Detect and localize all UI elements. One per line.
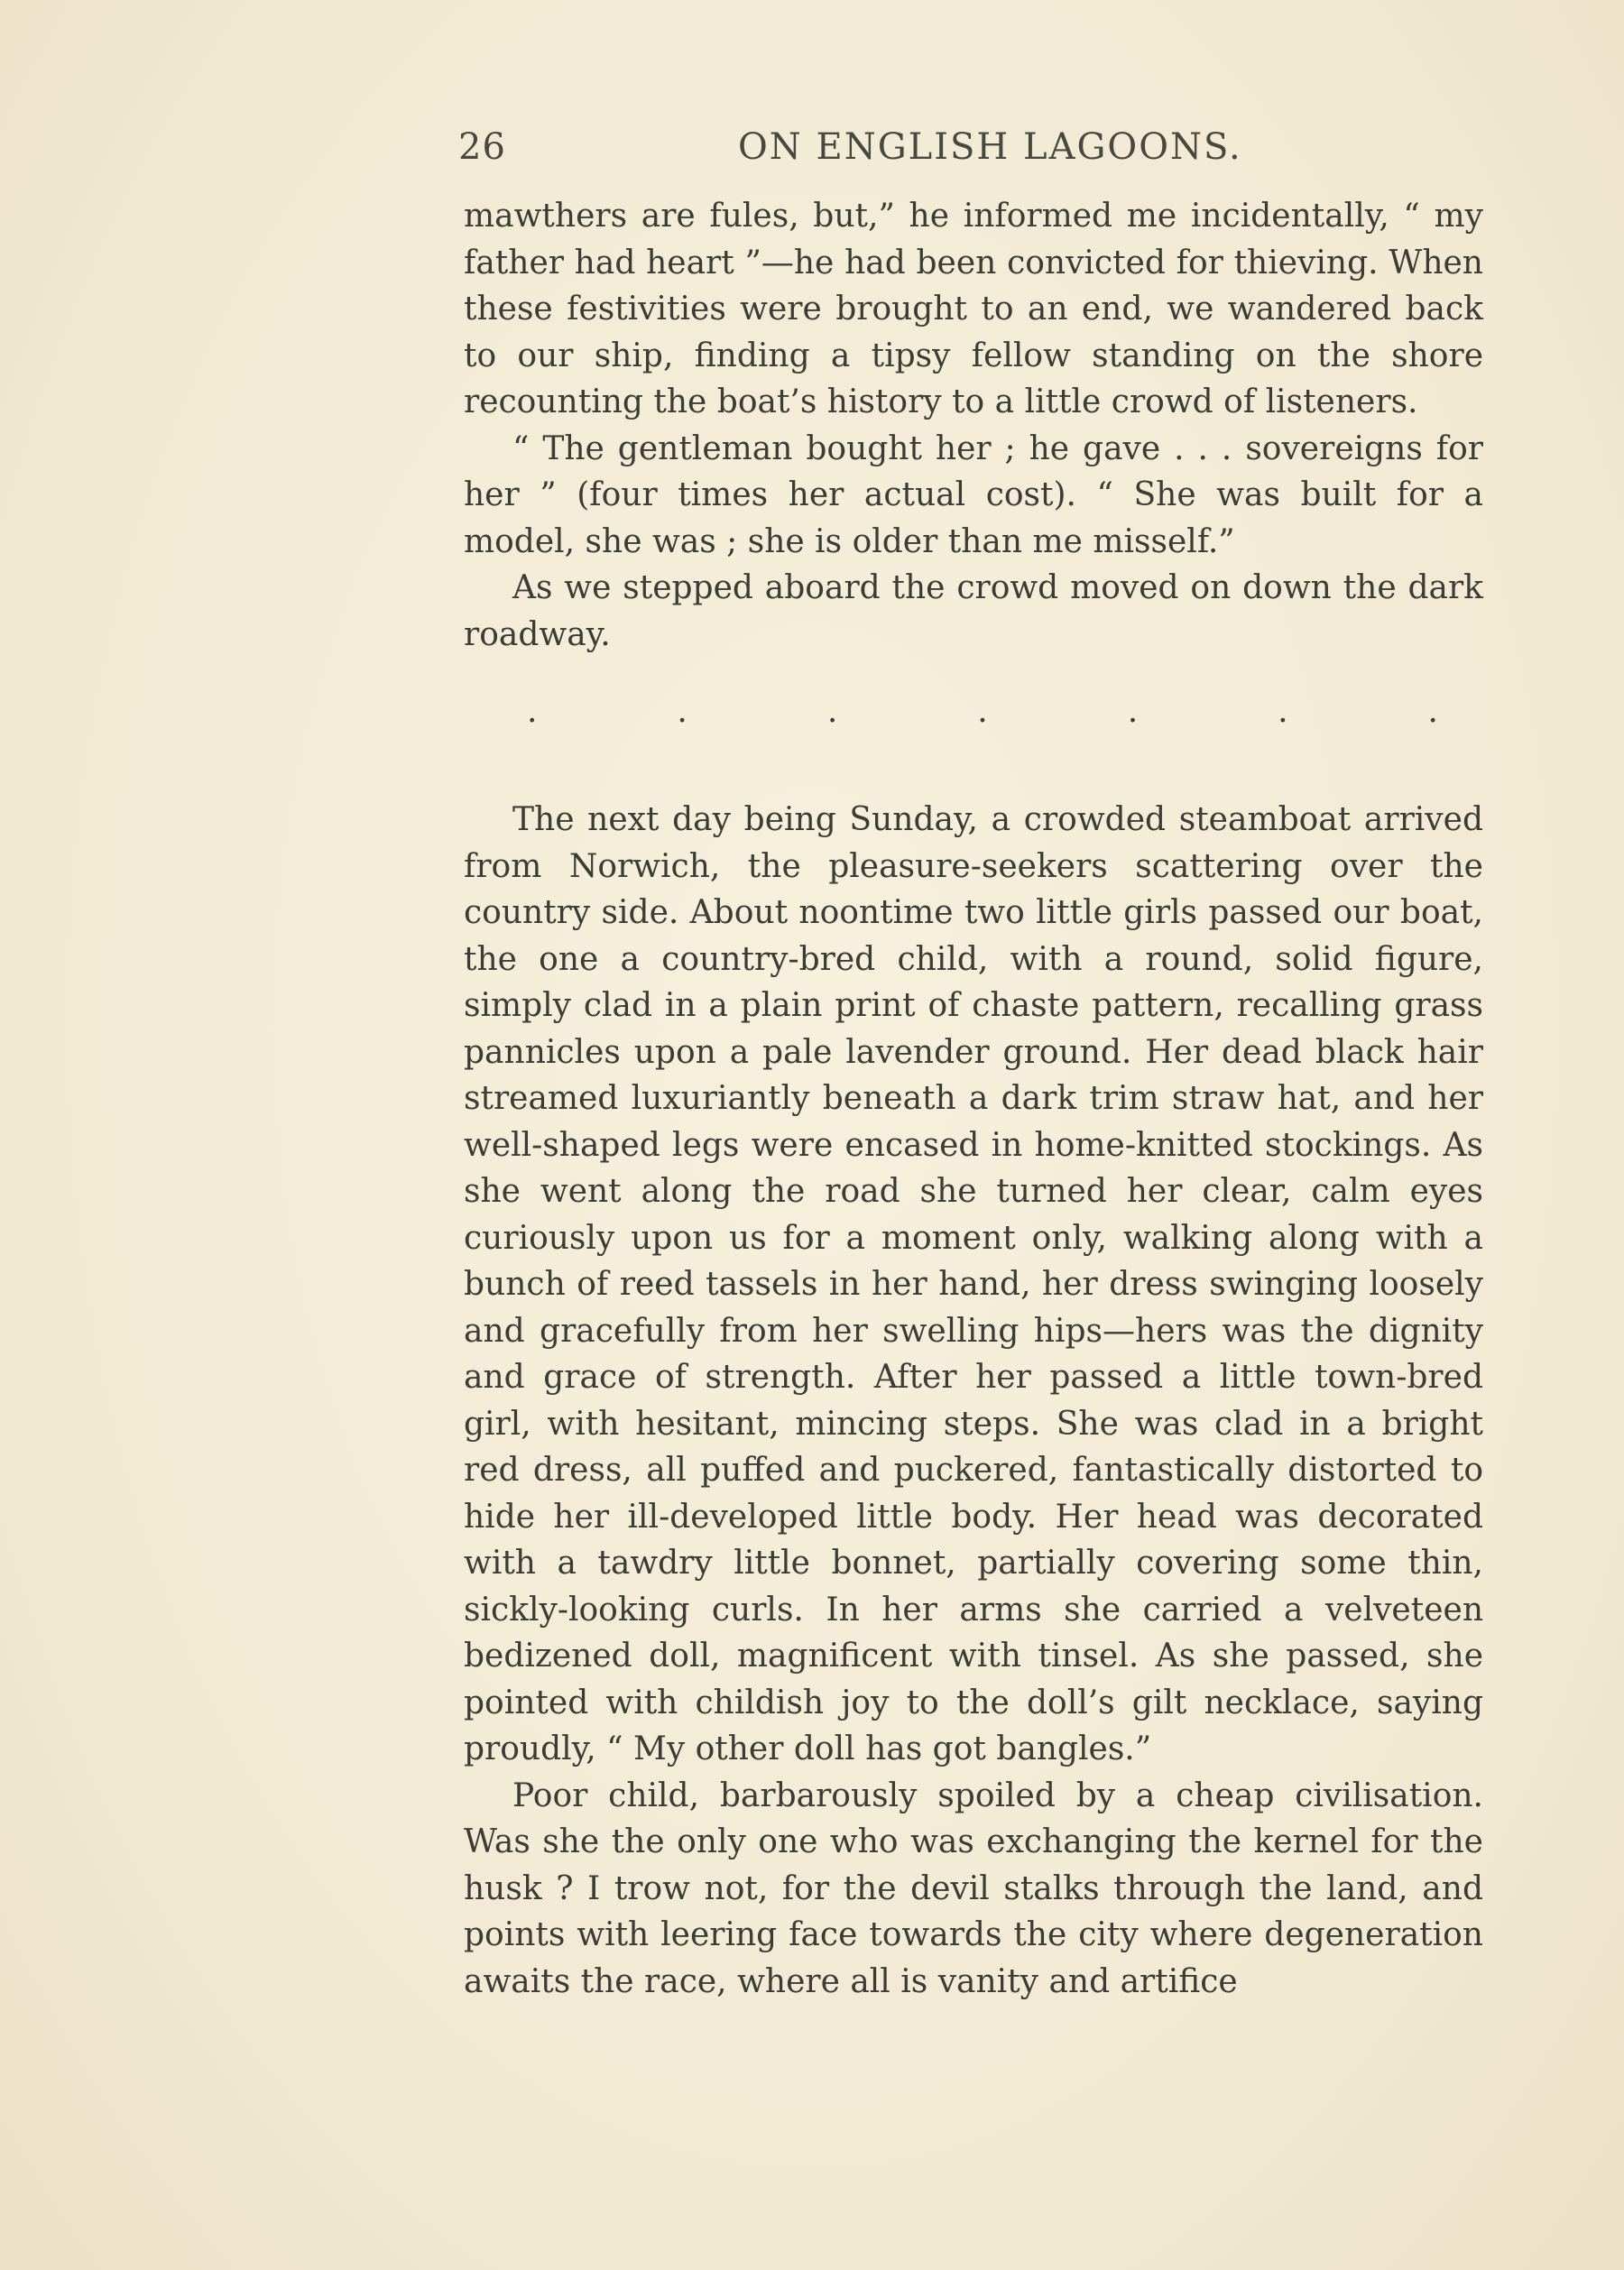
paragraph: Poor child, barbarously spoiled by a cheap civilisation. Was she the only one who was exchanging the kernel for the husk ? I trow not, for the devil stalks through the land, and points with leering face towards the city where degeneration awaits the race, where all is vanity and artifice: [464, 1776, 1483, 2000]
dot: .: [826, 693, 838, 730]
paragraph: As we stepped aboard the crowd moved on down the dark roadway.: [464, 569, 1483, 653]
paragraph: mawthers are fules, but,” he informed me incidentally, “ my father had heart ”—he had been convicted for thieving. When these festivities were brought to an end, we wandered back to our ship, finding a tipsy fellow standing on the shore recounting the boat’s history to a little crowd of listeners.: [464, 198, 1483, 420]
page-header: [458, 126, 1481, 180]
body-text: [464, 193, 1483, 2005]
running-title: ON ENGLISH LAGOONS.: [738, 126, 1242, 168]
paragraph: The next day being Sunday, a crowded steamboat arrived from Norwich, the pleasure-seekers scattering over the country side. About noontime two little girls passed our boat, the one a country-bred child, with a round, solid figure, simply clad in a plain print of chaste pattern, recalling grass pannicles upon a pale lavender ground. Her dead black hair streamed luxuriantly beneath a dark trim straw hat, and her well-shaped legs were encased in home-knitted stockings. As she went along the road she turned her clear, calm eyes curiously upon us for a moment only, walking along with a bunch of reed tassels in her hand, her dress swinging loosely and gracefully from her swelling hips—hers was the dignity and grace of strength. After her passed a little town-bred girl, with hesitant, mincing steps. She was clad in a bright red dress, all puffed and puckered, fantastically distorted to hide her ill-developed little body. Her head was decorated with a tawdry little bonnet, partially covering some thin, sickly-looking curls. In her arms she carried a velveteen bedizened doll, magnificent with tinsel. As she passed, she pointed with childish joy to the doll’s gilt necklace, saying proudly, “ My other doll has got bangles.”: [464, 801, 1483, 1767]
dot: .: [677, 693, 687, 730]
paragraph: “ The gentleman bought her ; he gave . . . sovereigns for her ” (four times her actual cost). “ She was built for a model, she was ; she is older than me misself.”: [464, 429, 1483, 560]
page-number: 26: [458, 126, 506, 168]
dot: .: [527, 693, 538, 730]
dot: .: [1278, 693, 1288, 730]
dot: .: [1427, 693, 1438, 730]
dot: .: [977, 693, 988, 730]
section-break: [464, 658, 1483, 797]
ellipsis-dots: [527, 693, 1438, 730]
dot: .: [1127, 693, 1139, 730]
